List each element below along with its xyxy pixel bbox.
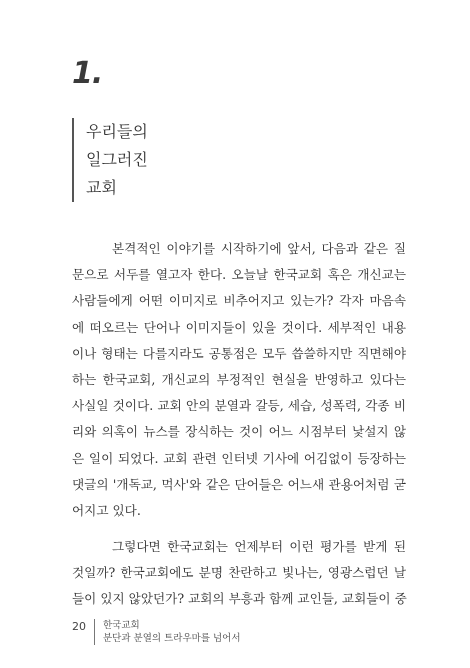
- text-line: 사람들에게 어떤 이미지로 비추어지고 있는가? 각자 마음속: [72, 293, 406, 309]
- text-line: 본격적인 이야기를 시작하기에 앞서, 다음과 같은 질: [112, 241, 406, 256]
- text-line: 은 일이 되었다. 교회 관련 인터넷 기사에 어김없이 등장하는: [72, 450, 406, 466]
- text-line: 사실일 것이다. 교회 안의 분열과 갈등, 세습, 성폭력, 각종 비: [72, 398, 406, 414]
- paragraph: [72, 534, 406, 613]
- chapter-title-line: 일그러진: [86, 150, 148, 169]
- text-line: 어지고 있다.: [72, 502, 141, 518]
- page-number: 20: [72, 620, 86, 633]
- text-line: 댓글의 '개독교, 먹사'와 같은 단어들은 어느새 관용어처럼 굳: [72, 476, 406, 492]
- book-subtitle: 분단과 분열의 트라우마를 넘어서: [103, 633, 241, 644]
- text-line: 리와 의혹이 뉴스를 장식하는 것이 어느 시점부터 낯설지 않: [72, 424, 406, 440]
- chapter-title: [72, 118, 148, 202]
- text-line: 문으로 서두를 열고자 한다. 오늘날 한국교회 혹은 개신교는: [72, 267, 406, 283]
- chapter-title-line: 교회: [86, 178, 117, 197]
- text-line: 그렇다면 한국교회는 언제부터 이런 평가를 받게 된: [112, 539, 406, 555]
- body-text: [72, 236, 406, 613]
- page-footer: [72, 619, 241, 645]
- paragraph: [72, 236, 406, 524]
- running-title: [103, 619, 241, 645]
- text-line: 들이 있지 않았던가? 교회의 부흥과 함께 교인들, 교회들이 중: [72, 591, 407, 607]
- text-line: 것일까? 한국교회에도 분명 찬란하고 빛나는, 영광스럽던 날: [72, 565, 406, 581]
- footer-divider: [94, 619, 95, 645]
- chapter-number: 1.: [72, 56, 103, 91]
- text-line: 에 떠오르는 단어나 이미지들이 있을 것이다. 세부적인 내용: [72, 319, 406, 335]
- text-line: 이나 형태는 다를지라도 공통점은 모두 씁쓸하지만 직면해야: [72, 345, 406, 361]
- text-line: 하는 한국교회, 개신교의 부정적인 현실을 반영하고 있다는: [72, 371, 406, 387]
- chapter-title-line: 우리들의: [86, 122, 148, 141]
- book-title: 한국교회: [103, 620, 140, 631]
